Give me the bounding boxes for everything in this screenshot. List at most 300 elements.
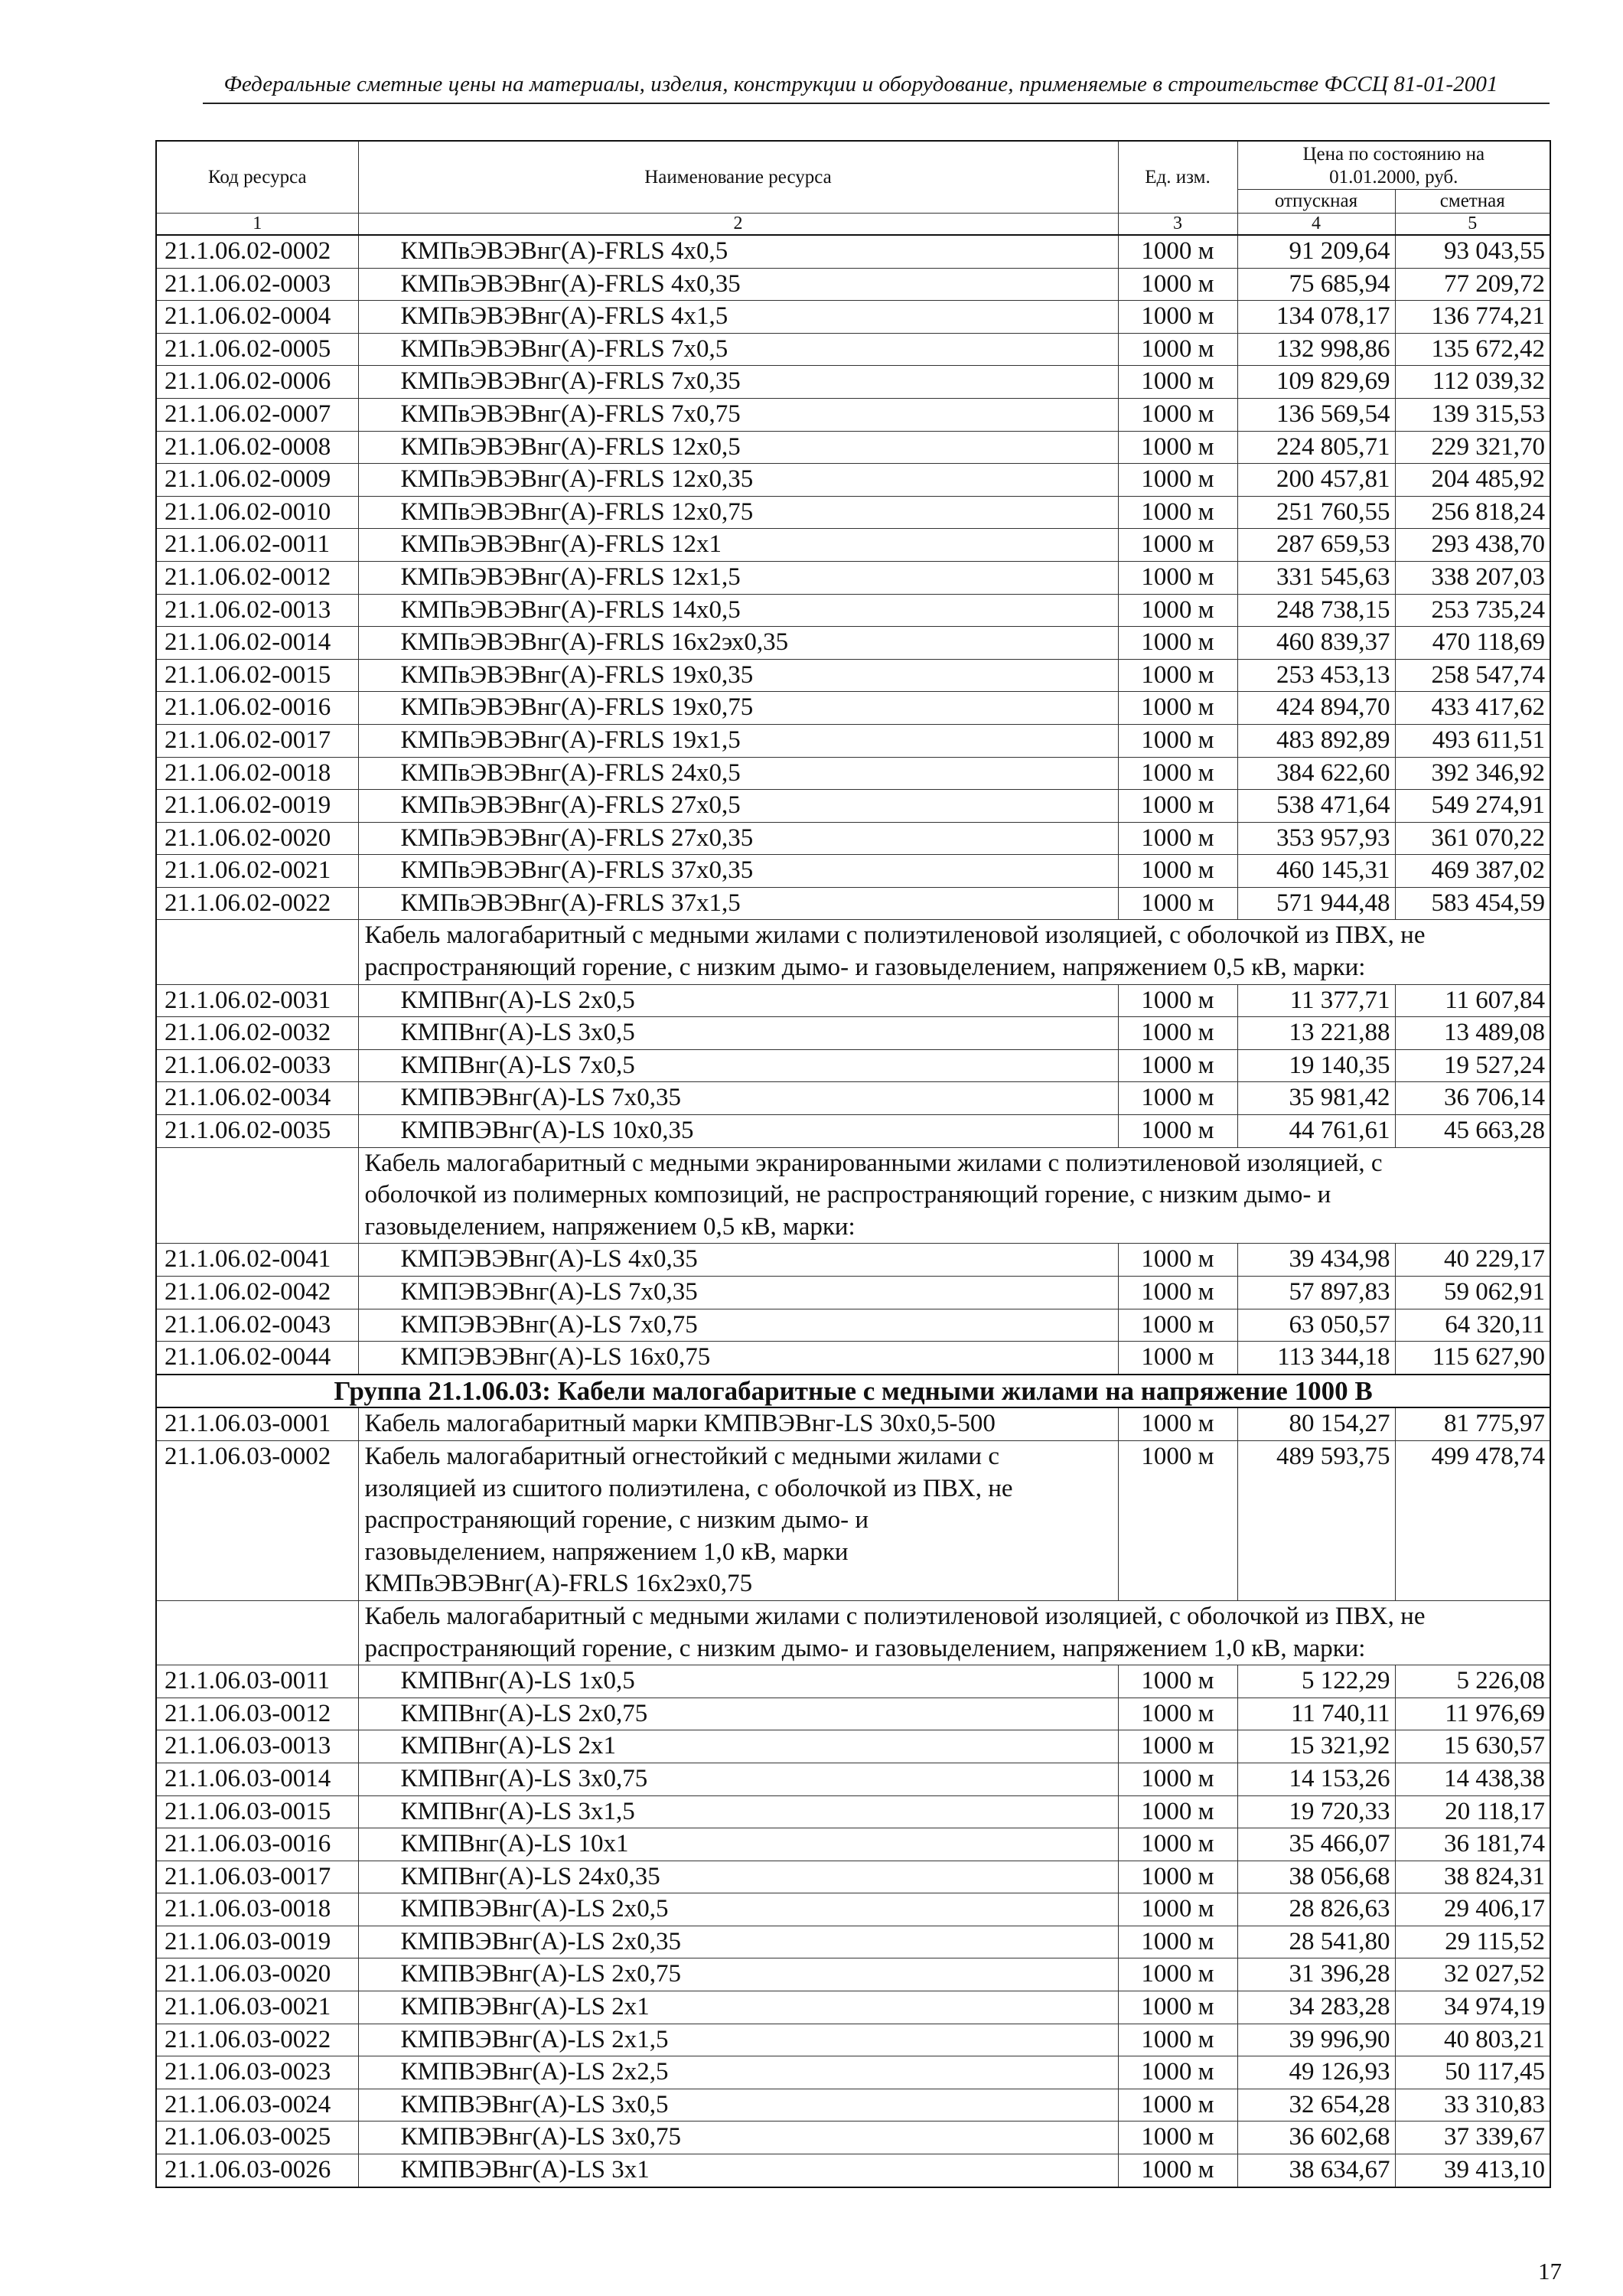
resource-code: 21.1.06.02-0022 bbox=[156, 887, 358, 920]
unit: 1000 м bbox=[1118, 1309, 1237, 1342]
unit: 1000 м bbox=[1118, 1017, 1237, 1050]
resource-name: КМПвЭВЭВнг(А)-FRLS 16х2эх0,35 bbox=[358, 627, 1118, 660]
table-row bbox=[156, 1244, 1550, 1277]
estimate-price: 136 774,21 bbox=[1395, 301, 1550, 334]
table-body bbox=[156, 235, 1550, 2187]
resource-code: 21.1.06.02-0033 bbox=[156, 1049, 358, 1082]
unit: 1000 м bbox=[1118, 855, 1237, 888]
unit: 1000 м bbox=[1118, 1958, 1237, 1991]
table-row bbox=[156, 1861, 1550, 1893]
release-price: 49 126,93 bbox=[1237, 2056, 1395, 2089]
table-row bbox=[156, 1926, 1550, 1958]
estimate-price: 40 803,21 bbox=[1395, 2024, 1550, 2056]
unit: 1000 м bbox=[1118, 1440, 1237, 1600]
resource-code: 21.1.06.02-0019 bbox=[156, 790, 358, 823]
subsection-note: Кабель малогабаритный с медными жилами с полиэтиленовой изоляцией, с оболочкой из ПВХ, не распространяющий горение, с низким дымо- и газовыделением, напряжением 1,0 кВ, марки: bbox=[358, 1600, 1550, 1665]
estimate-price: 433 417,62 bbox=[1395, 692, 1550, 725]
table-row bbox=[156, 333, 1550, 366]
unit: 1000 м bbox=[1118, 1893, 1237, 1926]
page-number: 17 bbox=[1538, 2258, 1562, 2285]
resource-name: КМПВнг(А)-LS 1х0,5 bbox=[358, 1665, 1118, 1698]
resource-name: КМПвЭВЭВнг(А)-FRLS 37х1,5 bbox=[358, 887, 1118, 920]
estimate-price: 20 118,17 bbox=[1395, 1795, 1550, 1828]
resource-code: 21.1.06.02-0043 bbox=[156, 1309, 358, 1342]
estimate-price: 338 207,03 bbox=[1395, 561, 1550, 594]
unit: 1000 м bbox=[1118, 887, 1237, 920]
table-row bbox=[156, 724, 1550, 757]
table-row bbox=[156, 1440, 1550, 1600]
resource-name: КМПвЭВЭВнг(А)-FRLS 19х0,35 bbox=[358, 659, 1118, 692]
resource-code: 21.1.06.02-0042 bbox=[156, 1277, 358, 1309]
estimate-price: 50 117,45 bbox=[1395, 2056, 1550, 2089]
unit: 1000 м bbox=[1118, 1407, 1237, 1440]
release-price: 109 829,69 bbox=[1237, 366, 1395, 399]
resource-name: КМПвЭВЭВнг(А)-FRLS 27х0,35 bbox=[358, 822, 1118, 855]
resource-code: 21.1.06.03-0012 bbox=[156, 1698, 358, 1730]
estimate-price: 36 181,74 bbox=[1395, 1828, 1550, 1861]
resource-name: КМПвЭВЭВнг(А)-FRLS 19х1,5 bbox=[358, 724, 1118, 757]
estimate-price: 64 320,11 bbox=[1395, 1309, 1550, 1342]
resource-name: КМПвЭВЭВнг(А)-FRLS 24х0,5 bbox=[358, 757, 1118, 790]
release-price: 353 957,93 bbox=[1237, 822, 1395, 855]
resource-code: 21.1.06.02-0014 bbox=[156, 627, 358, 660]
estimate-price: 93 043,55 bbox=[1395, 235, 1550, 268]
release-price: 460 839,37 bbox=[1237, 627, 1395, 660]
estimate-price: 549 274,91 bbox=[1395, 790, 1550, 823]
release-price: 571 944,48 bbox=[1237, 887, 1395, 920]
estimate-price: 470 118,69 bbox=[1395, 627, 1550, 660]
release-price: 248 738,15 bbox=[1237, 594, 1395, 627]
resource-name: КМПВЭВнг(А)-LS 2х0,5 bbox=[358, 1893, 1118, 1926]
column-number-row bbox=[156, 214, 1550, 236]
table-row bbox=[156, 627, 1550, 660]
resource-code: 21.1.06.02-0032 bbox=[156, 1017, 358, 1050]
unit: 1000 м bbox=[1118, 561, 1237, 594]
unit: 1000 м bbox=[1118, 1049, 1237, 1082]
release-price: 331 545,63 bbox=[1237, 561, 1395, 594]
release-price: 35 981,42 bbox=[1237, 1082, 1395, 1115]
release-price: 287 659,53 bbox=[1237, 529, 1395, 562]
group-heading: Группа 21.1.06.03: Кабели малогабаритные с медными жилами на напряжение 1000 В bbox=[156, 1375, 1550, 1408]
unit: 1000 м bbox=[1118, 1991, 1237, 2024]
estimate-price: 256 818,24 bbox=[1395, 496, 1550, 529]
unit: 1000 м bbox=[1118, 1244, 1237, 1277]
release-price: 14 153,26 bbox=[1237, 1763, 1395, 1795]
estimate-price: 583 454,59 bbox=[1395, 887, 1550, 920]
table-row bbox=[156, 529, 1550, 562]
header-release-price: отпускная bbox=[1237, 190, 1395, 214]
estimate-price: 493 611,51 bbox=[1395, 724, 1550, 757]
estimate-price: 135 672,42 bbox=[1395, 333, 1550, 366]
resource-code: 21.1.06.02-0006 bbox=[156, 366, 358, 399]
release-price: 39 434,98 bbox=[1237, 1244, 1395, 1277]
resource-code: 21.1.06.03-0011 bbox=[156, 1665, 358, 1698]
unit: 1000 м bbox=[1118, 1665, 1237, 1698]
unit: 1000 м bbox=[1118, 790, 1237, 823]
empty-cell bbox=[156, 1600, 358, 1665]
table-row bbox=[156, 1277, 1550, 1309]
resource-name: КМПвЭВЭВнг(А)-FRLS 14х0,5 bbox=[358, 594, 1118, 627]
resource-code: 21.1.06.02-0017 bbox=[156, 724, 358, 757]
estimate-price: 33 310,83 bbox=[1395, 2089, 1550, 2122]
release-price: 5 122,29 bbox=[1237, 1665, 1395, 1698]
estimate-price: 40 229,17 bbox=[1395, 1244, 1550, 1277]
release-price: 34 283,28 bbox=[1237, 1991, 1395, 2024]
release-price: 224 805,71 bbox=[1237, 431, 1395, 464]
resource-code: 21.1.06.02-0008 bbox=[156, 431, 358, 464]
resource-name: КМПвЭВЭВнг(А)-FRLS 12х0,35 bbox=[358, 464, 1118, 497]
table-row bbox=[156, 1763, 1550, 1795]
unit: 1000 м bbox=[1118, 431, 1237, 464]
release-price: 31 396,28 bbox=[1237, 1958, 1395, 1991]
unit: 1000 м bbox=[1118, 822, 1237, 855]
resource-code: 21.1.06.03-0019 bbox=[156, 1926, 358, 1958]
release-price: 424 894,70 bbox=[1237, 692, 1395, 725]
unit: 1000 м bbox=[1118, 301, 1237, 334]
resource-code: 21.1.06.02-0007 bbox=[156, 398, 358, 431]
release-price: 489 593,75 bbox=[1237, 1440, 1395, 1600]
resource-code: 21.1.06.03-0024 bbox=[156, 2089, 358, 2122]
resource-name: КМПвЭВЭВнг(А)-FRLS 7х0,75 bbox=[358, 398, 1118, 431]
resource-code: 21.1.06.02-0009 bbox=[156, 464, 358, 497]
unit: 1000 м bbox=[1118, 1342, 1237, 1375]
estimate-price: 29 406,17 bbox=[1395, 1893, 1550, 1926]
release-price: 136 569,54 bbox=[1237, 398, 1395, 431]
estimate-price: 38 824,31 bbox=[1395, 1861, 1550, 1893]
release-price: 19 720,33 bbox=[1237, 1795, 1395, 1828]
estimate-price: 499 478,74 bbox=[1395, 1440, 1550, 1600]
release-price: 11 377,71 bbox=[1237, 984, 1395, 1017]
table-row bbox=[156, 1730, 1550, 1763]
header-unit: Ед. изм. bbox=[1118, 141, 1237, 214]
header-name: Наименование ресурса bbox=[358, 141, 1118, 214]
estimate-price: 229 321,70 bbox=[1395, 431, 1550, 464]
table-row bbox=[156, 1309, 1550, 1342]
table-row bbox=[156, 1082, 1550, 1115]
unit: 1000 м bbox=[1118, 1926, 1237, 1958]
unit: 1000 м bbox=[1118, 1730, 1237, 1763]
resource-name: КМПВЭВнг(А)-LS 2х0,75 bbox=[358, 1958, 1118, 1991]
resource-name: КМПВнг(А)-LS 2х0,5 bbox=[358, 984, 1118, 1017]
header-code: Код ресурса bbox=[156, 141, 358, 214]
running-head: Федеральные сметные цены на материалы, изделия, конструкции и оборудование, применяемые в строительстве ФССЦ 81-01-2001 bbox=[223, 72, 1498, 96]
estimate-price: 5 226,08 bbox=[1395, 1665, 1550, 1698]
column-number: 3 bbox=[1118, 214, 1237, 236]
estimate-price: 34 974,19 bbox=[1395, 1991, 1550, 2024]
estimate-price: 112 039,32 bbox=[1395, 366, 1550, 399]
table-row bbox=[156, 887, 1550, 920]
resource-code: 21.1.06.03-0022 bbox=[156, 2024, 358, 2056]
estimate-price: 139 315,53 bbox=[1395, 398, 1550, 431]
resource-code: 21.1.06.02-0015 bbox=[156, 659, 358, 692]
release-price: 15 321,92 bbox=[1237, 1730, 1395, 1763]
resource-name: КМПВнг(А)-LS 2х0,75 bbox=[358, 1698, 1118, 1730]
resource-name: КМПЭВЭВнг(А)-LS 7х0,35 bbox=[358, 1277, 1118, 1309]
table-row bbox=[156, 1828, 1550, 1861]
resource-name: Кабель малогабаритный огнестойкий с медными жилами с изоляцией из сшитого полиэтилена, с оболочкой из ПВХ, не распространяющий горение, с низким дымо- и газовыделением, напряжением 1,0 кВ, марки КМПвЭВЭВнг(А)-FRLS 16х2эх0,75 bbox=[358, 1440, 1118, 1600]
resource-name: КМПвЭВЭВнг(А)-FRLS 7х0,5 bbox=[358, 333, 1118, 366]
table-row bbox=[156, 757, 1550, 790]
resource-name: КМПВнг(А)-LS 3х1,5 bbox=[358, 1795, 1118, 1828]
release-price: 132 998,86 bbox=[1237, 333, 1395, 366]
release-price: 91 209,64 bbox=[1237, 235, 1395, 268]
resource-code: 21.1.06.02-0016 bbox=[156, 692, 358, 725]
unit: 1000 м bbox=[1118, 1082, 1237, 1115]
resource-code: 21.1.06.02-0004 bbox=[156, 301, 358, 334]
table-row bbox=[156, 1049, 1550, 1082]
release-price: 11 740,11 bbox=[1237, 1698, 1395, 1730]
unit: 1000 м bbox=[1118, 235, 1237, 268]
unit: 1000 м bbox=[1118, 1115, 1237, 1148]
unit: 1000 м bbox=[1118, 1795, 1237, 1828]
group-heading-row bbox=[156, 1375, 1550, 1408]
estimate-price: 204 485,92 bbox=[1395, 464, 1550, 497]
resource-name: КМПЭВЭВнг(А)-LS 16х0,75 bbox=[358, 1342, 1118, 1375]
resource-name: КМПВнг(А)-LS 24х0,35 bbox=[358, 1861, 1118, 1893]
resource-code: 21.1.06.02-0031 bbox=[156, 984, 358, 1017]
release-price: 253 453,13 bbox=[1237, 659, 1395, 692]
release-price: 44 761,61 bbox=[1237, 1115, 1395, 1148]
table-row bbox=[156, 301, 1550, 334]
subsection-note: Кабель малогабаритный с медными экранированными жилами с полиэтиленовой изоляцией, с оболочкой из полимерных композиций, не распространяющий горение, с низким дымо- и газовыделением, напряжением 0,5 кВ, марки: bbox=[358, 1147, 1550, 1244]
resource-name: КМПВнг(А)-LS 2х1 bbox=[358, 1730, 1118, 1763]
table-row bbox=[156, 1991, 1550, 2024]
table-row bbox=[156, 431, 1550, 464]
unit: 1000 м bbox=[1118, 529, 1237, 562]
table-row bbox=[156, 594, 1550, 627]
unit: 1000 м bbox=[1118, 627, 1237, 660]
resource-name: КМПВнг(А)-LS 7х0,5 bbox=[358, 1049, 1118, 1082]
unit: 1000 м bbox=[1118, 2122, 1237, 2154]
resource-name: КМПвЭВЭВнг(А)-FRLS 4х0,35 bbox=[358, 268, 1118, 301]
header-estimate-price: сметная bbox=[1395, 190, 1550, 214]
release-price: 38 634,67 bbox=[1237, 2154, 1395, 2187]
resource-code: 21.1.06.02-0010 bbox=[156, 496, 358, 529]
estimate-price: 14 438,38 bbox=[1395, 1763, 1550, 1795]
unit: 1000 м bbox=[1118, 692, 1237, 725]
release-price: 19 140,35 bbox=[1237, 1049, 1395, 1082]
resource-code: 21.1.06.02-0044 bbox=[156, 1342, 358, 1375]
price-table bbox=[155, 140, 1551, 2188]
release-price: 38 056,68 bbox=[1237, 1861, 1395, 1893]
table-row bbox=[156, 1893, 1550, 1926]
unit: 1000 м bbox=[1118, 984, 1237, 1017]
release-price: 134 078,17 bbox=[1237, 301, 1395, 334]
resource-code: 21.1.06.03-0021 bbox=[156, 1991, 358, 2024]
release-price: 28 826,63 bbox=[1237, 1893, 1395, 1926]
estimate-price: 13 489,08 bbox=[1395, 1017, 1550, 1050]
resource-name: КМПВЭВнг(А)-LS 3х1 bbox=[358, 2154, 1118, 2187]
estimate-price: 392 346,92 bbox=[1395, 757, 1550, 790]
resource-name: КМПвЭВЭВнг(А)-FRLS 12х0,5 bbox=[358, 431, 1118, 464]
resource-name: КМПвЭВЭВнг(А)-FRLS 12х0,75 bbox=[358, 496, 1118, 529]
release-price: 57 897,83 bbox=[1237, 1277, 1395, 1309]
header-price: Цена по состоянию на 01.01.2000, руб. bbox=[1237, 141, 1550, 190]
release-price: 28 541,80 bbox=[1237, 1926, 1395, 1958]
resource-name: КМПВЭВнг(А)-LS 2х2,5 bbox=[358, 2056, 1118, 2089]
table-row bbox=[156, 1795, 1550, 1828]
empty-cell bbox=[156, 1147, 358, 1244]
unit: 1000 м bbox=[1118, 757, 1237, 790]
table-row bbox=[156, 1115, 1550, 1148]
release-price: 63 050,57 bbox=[1237, 1309, 1395, 1342]
estimate-price: 39 413,10 bbox=[1395, 2154, 1550, 2187]
estimate-price: 15 630,57 bbox=[1395, 1730, 1550, 1763]
resource-name: КМПВЭВнг(А)-LS 10х0,35 bbox=[358, 1115, 1118, 1148]
estimate-price: 469 387,02 bbox=[1395, 855, 1550, 888]
resource-code: 21.1.06.02-0018 bbox=[156, 757, 358, 790]
resource-code: 21.1.06.02-0012 bbox=[156, 561, 358, 594]
resource-name: КМПвЭВЭВнг(А)-FRLS 19х0,75 bbox=[358, 692, 1118, 725]
estimate-price: 37 339,67 bbox=[1395, 2122, 1550, 2154]
resource-name: КМПВнг(А)-LS 10х1 bbox=[358, 1828, 1118, 1861]
estimate-price: 11 607,84 bbox=[1395, 984, 1550, 1017]
estimate-price: 36 706,14 bbox=[1395, 1082, 1550, 1115]
resource-name: КМПвЭВЭВнг(А)-FRLS 37х0,35 bbox=[358, 855, 1118, 888]
release-price: 113 344,18 bbox=[1237, 1342, 1395, 1375]
table-row bbox=[156, 2024, 1550, 2056]
resource-name: КМПвЭВЭВнг(А)-FRLS 12х1,5 bbox=[358, 561, 1118, 594]
table-row bbox=[156, 1698, 1550, 1730]
table-row bbox=[156, 2056, 1550, 2089]
resource-code: 21.1.06.03-0023 bbox=[156, 2056, 358, 2089]
release-price: 200 457,81 bbox=[1237, 464, 1395, 497]
resource-name: КМПВЭВнг(А)-LS 2х1,5 bbox=[358, 2024, 1118, 2056]
release-price: 80 154,27 bbox=[1237, 1407, 1395, 1440]
resource-name: КМПвЭВЭВнг(А)-FRLS 7х0,35 bbox=[358, 366, 1118, 399]
table-row bbox=[156, 1017, 1550, 1050]
subsection-note-row bbox=[156, 1600, 1550, 1665]
estimate-price: 29 115,52 bbox=[1395, 1926, 1550, 1958]
unit: 1000 м bbox=[1118, 1763, 1237, 1795]
table-row bbox=[156, 1407, 1550, 1440]
resource-name: КМПвЭВЭВнг(А)-FRLS 4х1,5 bbox=[358, 301, 1118, 334]
resource-code: 21.1.06.02-0041 bbox=[156, 1244, 358, 1277]
estimate-price: 81 775,97 bbox=[1395, 1407, 1550, 1440]
unit: 1000 м bbox=[1118, 724, 1237, 757]
unit: 1000 м bbox=[1118, 2024, 1237, 2056]
release-price: 251 760,55 bbox=[1237, 496, 1395, 529]
resource-code: 21.1.06.03-0013 bbox=[156, 1730, 358, 1763]
resource-code: 21.1.06.03-0001 bbox=[156, 1407, 358, 1440]
release-price: 35 466,07 bbox=[1237, 1828, 1395, 1861]
resource-code: 21.1.06.03-0017 bbox=[156, 1861, 358, 1893]
estimate-price: 253 735,24 bbox=[1395, 594, 1550, 627]
column-number: 5 bbox=[1395, 214, 1550, 236]
table-row bbox=[156, 464, 1550, 497]
resource-name: Кабель малогабаритный марки КМПВЭВнг-LS 30х0,5-500 bbox=[358, 1407, 1118, 1440]
unit: 1000 м bbox=[1118, 1277, 1237, 1309]
release-price: 36 602,68 bbox=[1237, 2122, 1395, 2154]
unit: 1000 м bbox=[1118, 398, 1237, 431]
release-price: 39 996,90 bbox=[1237, 2024, 1395, 2056]
table-row bbox=[156, 1958, 1550, 1991]
estimate-price: 293 438,70 bbox=[1395, 529, 1550, 562]
resource-name: КМПВнг(А)-LS 3х0,75 bbox=[358, 1763, 1118, 1795]
resource-code: 21.1.06.03-0014 bbox=[156, 1763, 358, 1795]
resource-name: КМПВЭВнг(А)-LS 3х0,5 bbox=[358, 2089, 1118, 2122]
unit: 1000 м bbox=[1118, 2154, 1237, 2187]
unit: 1000 м bbox=[1118, 2089, 1237, 2122]
resource-code: 21.1.06.03-0018 bbox=[156, 1893, 358, 1926]
table-row bbox=[156, 984, 1550, 1017]
resource-code: 21.1.06.03-0015 bbox=[156, 1795, 358, 1828]
release-price: 75 685,94 bbox=[1237, 268, 1395, 301]
unit: 1000 м bbox=[1118, 594, 1237, 627]
resource-name: КМПЭВЭВнг(А)-LS 7х0,75 bbox=[358, 1309, 1118, 1342]
table-row bbox=[156, 692, 1550, 725]
resource-code: 21.1.06.02-0005 bbox=[156, 333, 358, 366]
empty-cell bbox=[156, 920, 358, 984]
subsection-note-row bbox=[156, 1147, 1550, 1244]
estimate-price: 77 209,72 bbox=[1395, 268, 1550, 301]
table-row bbox=[156, 659, 1550, 692]
resource-name: КМПВЭВнг(А)-LS 2х0,35 bbox=[358, 1926, 1118, 1958]
resource-code: 21.1.06.02-0020 bbox=[156, 822, 358, 855]
table-row bbox=[156, 855, 1550, 888]
table-row bbox=[156, 496, 1550, 529]
table-row bbox=[156, 2122, 1550, 2154]
table-row bbox=[156, 235, 1550, 268]
resource-code: 21.1.06.03-0025 bbox=[156, 2122, 358, 2154]
release-price: 13 221,88 bbox=[1237, 1017, 1395, 1050]
resource-name: КМПВнг(А)-LS 3х0,5 bbox=[358, 1017, 1118, 1050]
subsection-note-row bbox=[156, 920, 1550, 984]
resource-name: КМПВЭВнг(А)-LS 3х0,75 bbox=[358, 2122, 1118, 2154]
estimate-price: 115 627,90 bbox=[1395, 1342, 1550, 1375]
table-row bbox=[156, 822, 1550, 855]
resource-code: 21.1.06.02-0013 bbox=[156, 594, 358, 627]
unit: 1000 м bbox=[1118, 2056, 1237, 2089]
unit: 1000 м bbox=[1118, 1861, 1237, 1893]
resource-code: 21.1.06.02-0003 bbox=[156, 268, 358, 301]
unit: 1000 м bbox=[1118, 1828, 1237, 1861]
column-number: 1 bbox=[156, 214, 358, 236]
release-price: 32 654,28 bbox=[1237, 2089, 1395, 2122]
table-row bbox=[156, 268, 1550, 301]
resource-name: КМПвЭВЭВнг(А)-FRLS 4х0,5 bbox=[358, 235, 1118, 268]
resource-name: КМПВЭВнг(А)-LS 2х1 bbox=[358, 1991, 1118, 2024]
table-row bbox=[156, 398, 1550, 431]
resource-name: КМПвЭВЭВнг(А)-FRLS 27х0,5 bbox=[358, 790, 1118, 823]
table-row bbox=[156, 561, 1550, 594]
estimate-price: 45 663,28 bbox=[1395, 1115, 1550, 1148]
release-price: 460 145,31 bbox=[1237, 855, 1395, 888]
column-number: 2 bbox=[358, 214, 1118, 236]
resource-code: 21.1.06.03-0026 bbox=[156, 2154, 358, 2187]
release-price: 538 471,64 bbox=[1237, 790, 1395, 823]
resource-code: 21.1.06.02-0011 bbox=[156, 529, 358, 562]
unit: 1000 м bbox=[1118, 333, 1237, 366]
table-row bbox=[156, 2154, 1550, 2187]
unit: 1000 м bbox=[1118, 496, 1237, 529]
table-row bbox=[156, 1665, 1550, 1698]
subsection-note: Кабель малогабаритный с медными жилами с полиэтиленовой изоляцией, с оболочкой из ПВХ, не распространяющий горение, с низким дымо- и газовыделением, напряжением 0,5 кВ, марки: bbox=[358, 920, 1550, 984]
resource-code: 21.1.06.02-0021 bbox=[156, 855, 358, 888]
unit: 1000 м bbox=[1118, 659, 1237, 692]
estimate-price: 19 527,24 bbox=[1395, 1049, 1550, 1082]
resource-code: 21.1.06.02-0002 bbox=[156, 235, 358, 268]
resource-name: КМПВЭВнг(А)-LS 7х0,35 bbox=[358, 1082, 1118, 1115]
estimate-price: 258 547,74 bbox=[1395, 659, 1550, 692]
unit: 1000 м bbox=[1118, 366, 1237, 399]
resource-code: 21.1.06.02-0034 bbox=[156, 1082, 358, 1115]
release-price: 384 622,60 bbox=[1237, 757, 1395, 790]
header-row bbox=[156, 141, 1550, 190]
unit: 1000 м bbox=[1118, 268, 1237, 301]
table-row bbox=[156, 366, 1550, 399]
table-row bbox=[156, 1342, 1550, 1375]
